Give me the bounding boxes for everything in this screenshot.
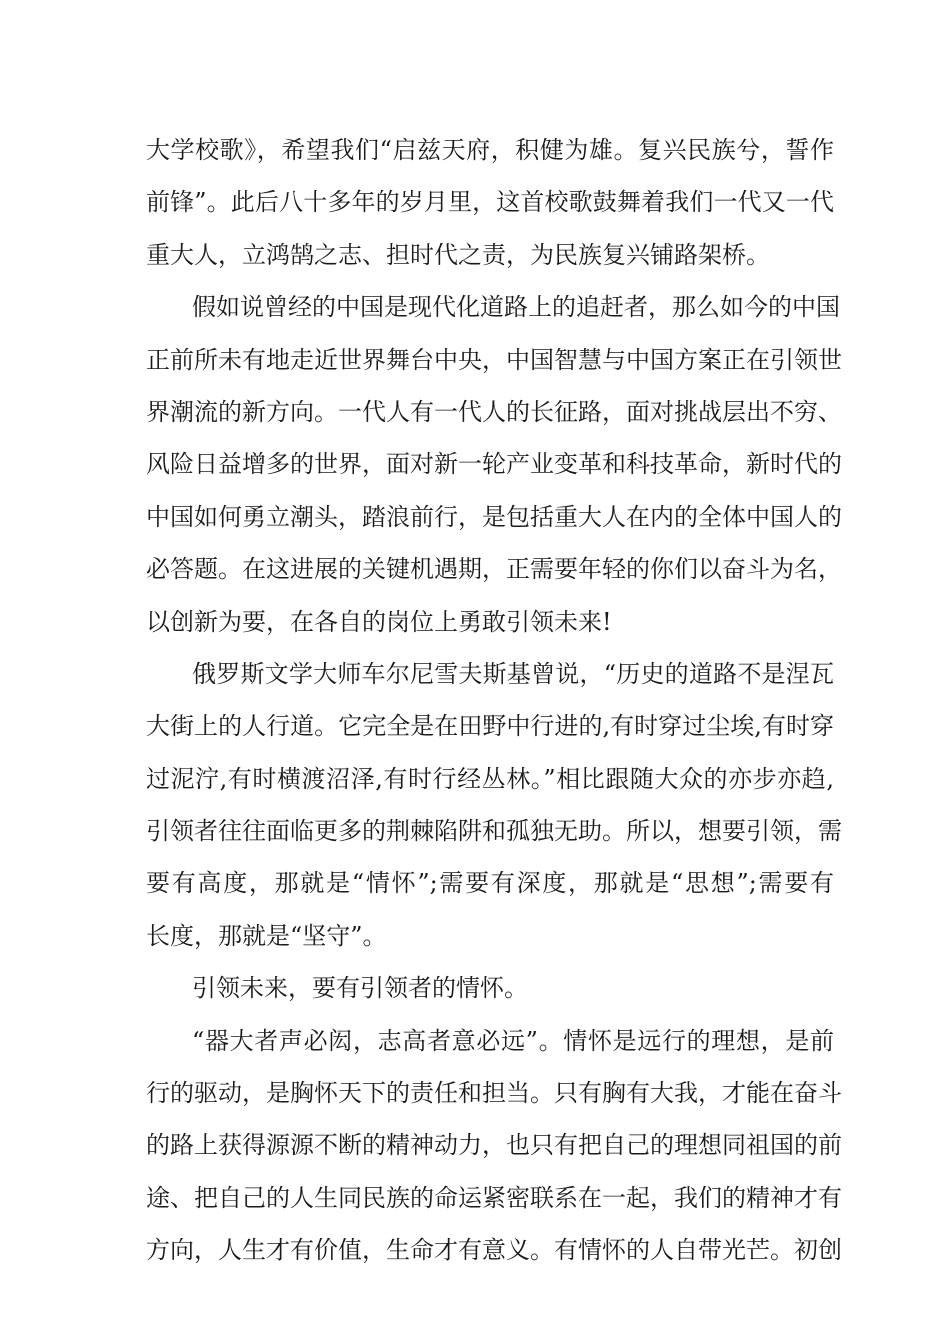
text-line: 大街上的人行道。它完全是在田野中行进的,有时穿过尘埃,有时穿 xyxy=(146,712,834,741)
text-line: 方向，人生才有价值，生命才有意义。有情怀的人自带光芒。初创 xyxy=(146,1236,842,1265)
paragraph-first-line: 假如说曾经的中国是现代化道路上的追赶者，那么如今的中国 xyxy=(192,293,840,322)
text-line: 风险日益增多的世界，面对新一轮产业变革和科技革命，新时代的 xyxy=(146,450,842,479)
text-line: 必答题。在这进展的关键机遇期，正需要年轻的你们以奋斗为名， xyxy=(146,555,842,584)
section-lead-line: 引领未来，要有引领者的情怀。 xyxy=(192,974,528,1003)
text-line: 界潮流的新方向。一代人有一代人的长征路，面对挑战层出不穷、 xyxy=(146,397,842,426)
text-line: 以创新为要，在各自的岗位上勇敢引领未来! xyxy=(146,607,612,636)
paragraph-first-line: “器大者声必闳，志高者意必远”。情怀是远行的理想，是前 xyxy=(192,1026,834,1055)
text-line: 长度，那就是“坚守”。 xyxy=(146,921,387,950)
text-line: 重大人，立鸿鹄之志、担时代之责，为民族复兴铺路架桥。 xyxy=(146,240,770,269)
text-line: 途、把自己的人生同民族的命运紧密联系在一起，我们的精神才有 xyxy=(146,1183,842,1212)
text-line: 过泥泞,有时横渡沼泽,有时行经丛林。”相比跟随大众的亦步亦趋, xyxy=(146,764,834,793)
paragraph-first-line: 俄罗斯文学大师车尔尼雪夫斯基曾说，“历史的道路不是涅瓦 xyxy=(192,659,834,688)
text-line: 引领者往往面临更多的荆棘陷阱和孤独无助。所以，想要引领，需 xyxy=(146,817,842,846)
text-line: 中国如何勇立潮头，踏浪前行，是包括重大人在内的全体中国人的 xyxy=(146,502,842,531)
text-line: 的路上获得源源不断的精神动力，也只有把自己的理想同祖国的前 xyxy=(146,1131,842,1160)
text-line: 正前所未有地走近世界舞台中央，中国智慧与中国方案正在引领世 xyxy=(146,345,842,374)
text-line: 大学校歌》，希望我们“启兹天府，积健为雄。复兴民族兮，誓作 xyxy=(146,136,834,164)
text-line: 行的驱动，是胸怀天下的责任和担当。只有胸有大我，才能在奋斗 xyxy=(146,1079,842,1108)
text-line: 前锋”。此后八十多年的岁月里，这首校歌鼓舞着我们一代又一代 xyxy=(146,188,834,217)
text-line: 要有高度，那就是“情怀”;需要有深度，那就是“思想”;需要有 xyxy=(146,869,834,898)
body-text xyxy=(146,124,842,1277)
